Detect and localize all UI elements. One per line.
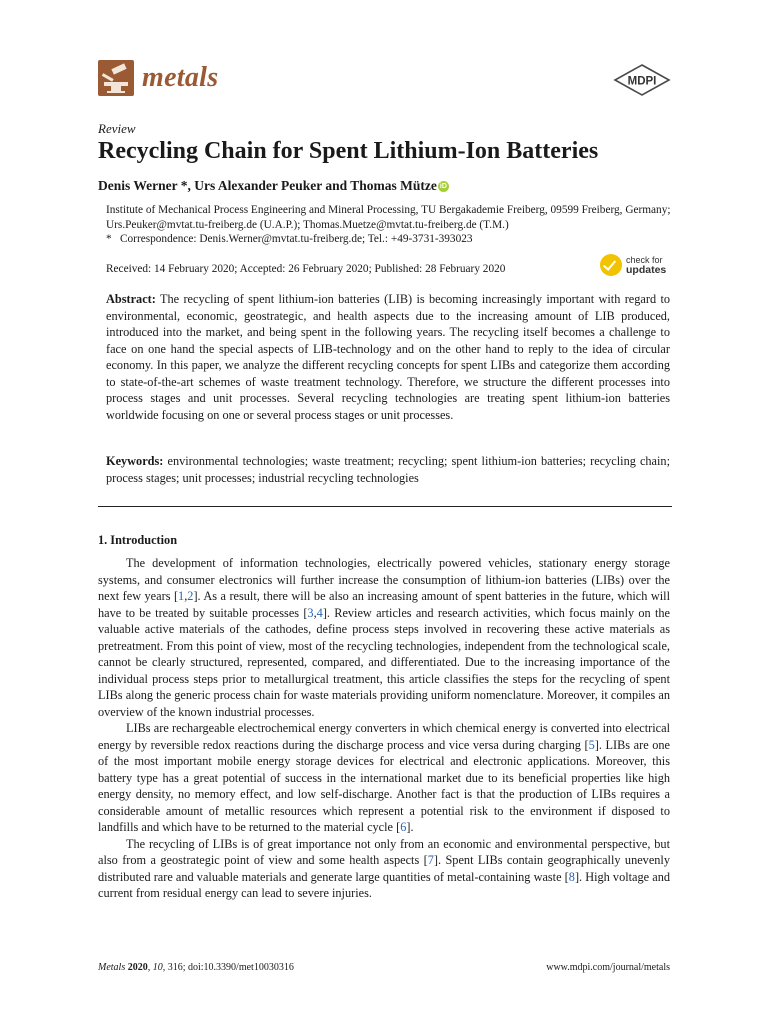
- introduction-body: [98, 555, 670, 902]
- author-list: [98, 178, 449, 194]
- footer-volume: 10: [152, 962, 163, 973]
- check-updates-text: [626, 255, 666, 275]
- paragraph-text: ]. As a result, there will be also an increasing amount of spent batteries in the future, which will have to be treated by suitable processes [: [98, 589, 671, 620]
- citation-link[interactable]: 2: [187, 589, 194, 603]
- correspondence-text: Correspondence: Denis.Werner@mvtat.tu-freiberg.de; Tel.: +49-3731-393023: [120, 233, 473, 245]
- anvil-hammer-icon: [98, 60, 134, 96]
- paragraph-text: The development of information technologies, electrically powered vehicles, stationary energy storage systems, and consumer electronics will further increase the consumption of lithium-ion batteries (LIBs) over the next few years [: [98, 556, 670, 603]
- correspondence: [106, 233, 473, 245]
- check-for-updates-badge[interactable]: [600, 254, 666, 276]
- footer-url[interactable]: www.mdpi.com/journal/metals: [546, 962, 670, 973]
- paragraph-text: ]. High voltage and current from residual energy can lead to severe injuries.: [98, 869, 670, 900]
- article-type: Review: [98, 121, 136, 136]
- publication-dates: Received: 14 February 2020; Accepted: 26 February 2020; Published: 28 February 2020: [106, 263, 506, 275]
- authors-text: Denis Werner *, Urs Alexander Peuker and Thomas Mütze: [98, 178, 437, 193]
- check-updates-line2: updates: [626, 264, 667, 276]
- check-updates-line1: check for: [626, 255, 663, 265]
- citation-link[interactable]: 7: [427, 853, 434, 867]
- citation-link[interactable]: 3: [307, 605, 314, 620]
- paragraph-text: ]. Spent LIBs contain geographically unevenly distributed rare and valuable materials and generate large quantities of metal-containing waste [: [98, 853, 671, 884]
- affiliation: Institute of Mechanical Process Engineering and Mineral Processing, TU Bergakademie Freiberg, 09599 Freiberg, Germany; Urs.Peuker@mvtat.tu-freiberg.de (U.A.P.); Thomas.Muetze@mvtat.tu-freiberg.de (T.M.): [106, 204, 671, 231]
- orcid-icon[interactable]: iD: [439, 183, 447, 190]
- abstract-text: The recycling of spent lithium-ion batteries (LIB) is becoming increasingly important with regard to environmental, economic, geostrategic, and health aspects due to the increasing amount of LIB produced, introduced into the market, and being spent in the following years. The recycling itself becomes a challenge to face on one hand the special aspects of LIB-technology and on the other hand to reply to the idea of circular economy. In this paper, we analyze the different recycling concepts for spent LIBs and categorize them according to state-of-the-art schemes of waste treatment technology. Therefore, we structure the different processes into process stages and unit processes. Several recycling technologies are treating spent lithium-ion batteries worldwide focusing on one or several process stages or unit processes.: [106, 292, 671, 422]
- paragraph-text: ]. LIBs are one of the most important mobile energy storage devices for electrical and electronic applications. Moreover, this battery type has a great potential of success in the international market due to its beneficial properties like high energy density, no memory effect, and low self-discharge. Another fact is that the production of LIBs requires a considerable amount of metallic resources which represent a potential risk to the environment if disposed to landfills and which have to be returned to the material cycle [: [98, 737, 670, 834]
- citation-link[interactable]: 8: [568, 869, 575, 884]
- footer-journal: Metals: [98, 962, 126, 973]
- mdpi-logo[interactable]: [612, 64, 672, 96]
- paragraph-text: ]. Review articles and research activities, which focus mainly on the valuable active materials of the cathodes, define process steps involved in recovering these active materials as pretreatment. From this point of view, most of the recycling technologies, independent from the technological scale, cannot be clearly structured, represented, compared, and differentiated. Due to the increasing importance of the individual process steps prior to metallurgical treatment, this article classifies the steps for the recycling of spent LIBs along the generic process chain for waste materials providing uniform nomenclature. Moreover, it compiles an overview of the known industrial processes.: [98, 605, 670, 719]
- paragraph-text: LIBs are rechargeable electrochemical energy converters in which chemical energy is converted into electrical energy by reversible redox reactions during the discharge process and vice versa during charging [: [98, 721, 670, 752]
- paragraph-2: [98, 720, 670, 836]
- paragraph-3: [98, 836, 670, 902]
- section-heading-introduction: 1. Introduction: [98, 533, 178, 547]
- journal-logo[interactable]: [98, 60, 218, 96]
- citation-separator: ,: [313, 605, 317, 620]
- journal-name: metals: [142, 62, 219, 93]
- citation-separator: ,: [184, 589, 188, 603]
- abstract: [106, 291, 670, 423]
- article-title: Recycling Chain for Spent Lithium-Ion Batteries: [98, 138, 599, 164]
- abstract-label: Abstract:: [106, 292, 156, 306]
- citation-link[interactable]: 1: [178, 589, 185, 603]
- check-updates-icon: [600, 254, 622, 276]
- citation-link[interactable]: 6: [400, 820, 407, 834]
- paragraph-text: ].: [406, 820, 414, 834]
- paragraph-text: The recycling of LIBs is of great importance not only from an economic and environmental perspective, but also from a geostrategic point of view and some health aspects [: [98, 836, 670, 867]
- keywords: [106, 453, 670, 487]
- footer-citation: Metals 2020, 10, 316; doi:10.3390/met10030316: [98, 962, 294, 973]
- footer-year: 2020: [127, 962, 148, 973]
- citation-link[interactable]: 5: [588, 737, 595, 752]
- keywords-text: environmental technologies; waste treatment; recycling; spent lithium-ion batteries; recycling chain; process stages; unit processes; industrial recycling technologies: [106, 454, 670, 485]
- section-divider: [98, 506, 672, 507]
- citation-link[interactable]: 4: [316, 605, 323, 620]
- keywords-label: Keywords:: [106, 454, 164, 468]
- paragraph-1: [98, 555, 670, 720]
- footer-doi: , 316; doi:10.3390/met10030316: [162, 962, 294, 973]
- correspondence-mark: *: [106, 233, 112, 245]
- mdpi-logo-text: MDPI: [627, 75, 657, 88]
